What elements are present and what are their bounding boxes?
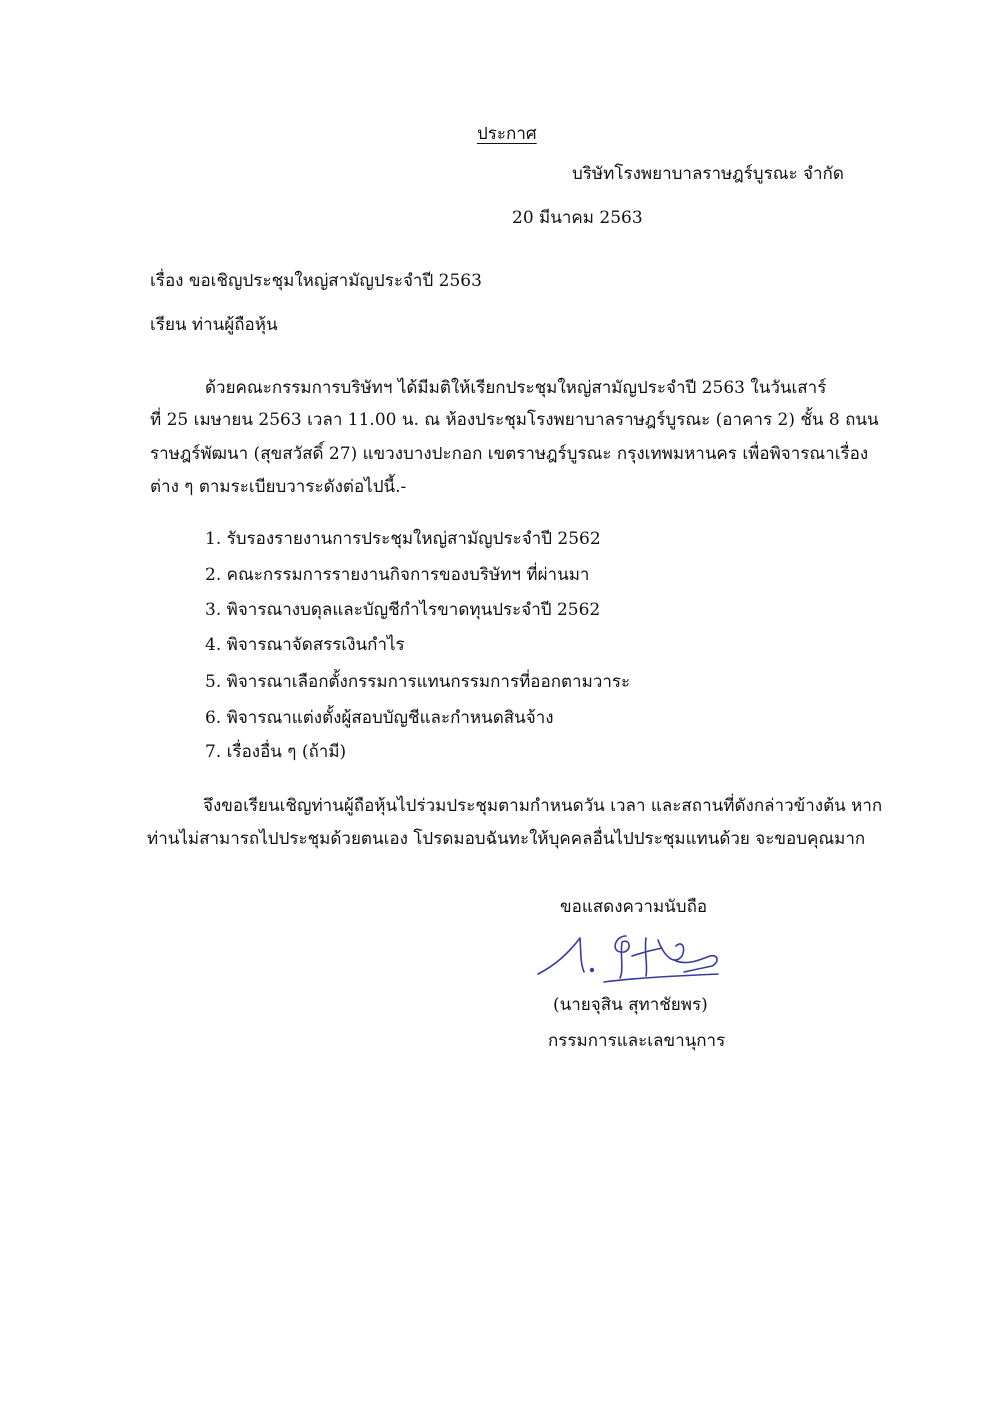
- body-line: ต่าง ๆ ตามระเบียบวาระดังต่อไปนี้.-: [150, 477, 407, 497]
- announcement-date: 20 มีนาคม 2563: [512, 208, 643, 228]
- closing-line: ท่านไม่สามารถไปประชุมด้วยตนเอง โปรดมอบฉันทะให้บุคคลอื่นไปประชุมแทนด้วย จะขอบคุณมาก: [147, 829, 866, 849]
- agenda-item: 5. พิจารณาเลือกตั้งกรรมการแทนกรรมการที่ออกตามวาระ: [205, 672, 631, 692]
- signature-image: [534, 926, 724, 986]
- agenda-item: 7. เรื่องอื่น ๆ (ถ้ามี): [205, 742, 347, 762]
- closing-line: จึงขอเรียนเชิญท่านผู้ถือหุ้นไปร่วมประชุมตามกำหนดวัน เวลา และสถานที่ดังกล่าวข้างต้น หาก: [203, 796, 883, 816]
- agenda-item: 3. พิจารณางบดุลและบัญชีกำไรขาดทุนประจำปี 2562: [205, 600, 601, 620]
- agenda-item: 2. คณะกรรมการรายงานกิจการของบริษัทฯ ที่ผ่านมา: [205, 565, 590, 585]
- body-line: ราษฎร์พัฒนา (สุขสวัสดิ์ 27) แขวงบางปะกอก เขตราษฎร์บูรณะ กรุงเทพมหานคร เพื่อพิจารณาเรื่อง: [150, 444, 869, 464]
- body-line: ที่ 25 เมษายน 2563 เวลา 11.00 น. ณ ห้องประชุมโรงพยาบาลราษฎร์บูรณะ (อาคาร 2) ชั้น 8 ถนน: [150, 410, 879, 430]
- signer-name: (นายจุสิน สุทาชัยพร): [553, 995, 708, 1015]
- agenda-item: 4. พิจารณาจัดสรรเงินกำไร: [205, 635, 405, 655]
- sign-off: ขอแสดงความนับถือ: [560, 897, 708, 917]
- recipient-line: เรียน ท่านผู้ถือหุ้น: [150, 315, 278, 335]
- subject-line: เรื่อง ขอเชิญประชุมใหญ่สามัญประจำปี 2563: [150, 271, 482, 291]
- agenda-item: 1. รับรองรายงานการประชุมใหญ่สามัญประจำปี 2562: [205, 529, 601, 549]
- agenda-item: 6. พิจารณาแต่งตั้งผู้สอบบัญชีและกำหนดสินจ้าง: [205, 708, 554, 728]
- company-name: บริษัทโรงพยาบาลราษฎร์บูรณะ จำกัด: [572, 164, 844, 184]
- signer-position: กรรมการและเลขานุการ: [548, 1031, 726, 1051]
- title: ประกาศ: [477, 124, 537, 144]
- body-line: ด้วยคณะกรรมการบริษัทฯ ได้มีมติให้เรียกประชุมใหญ่สามัญประจำปี 2563 ในวันเสาร์: [205, 378, 827, 398]
